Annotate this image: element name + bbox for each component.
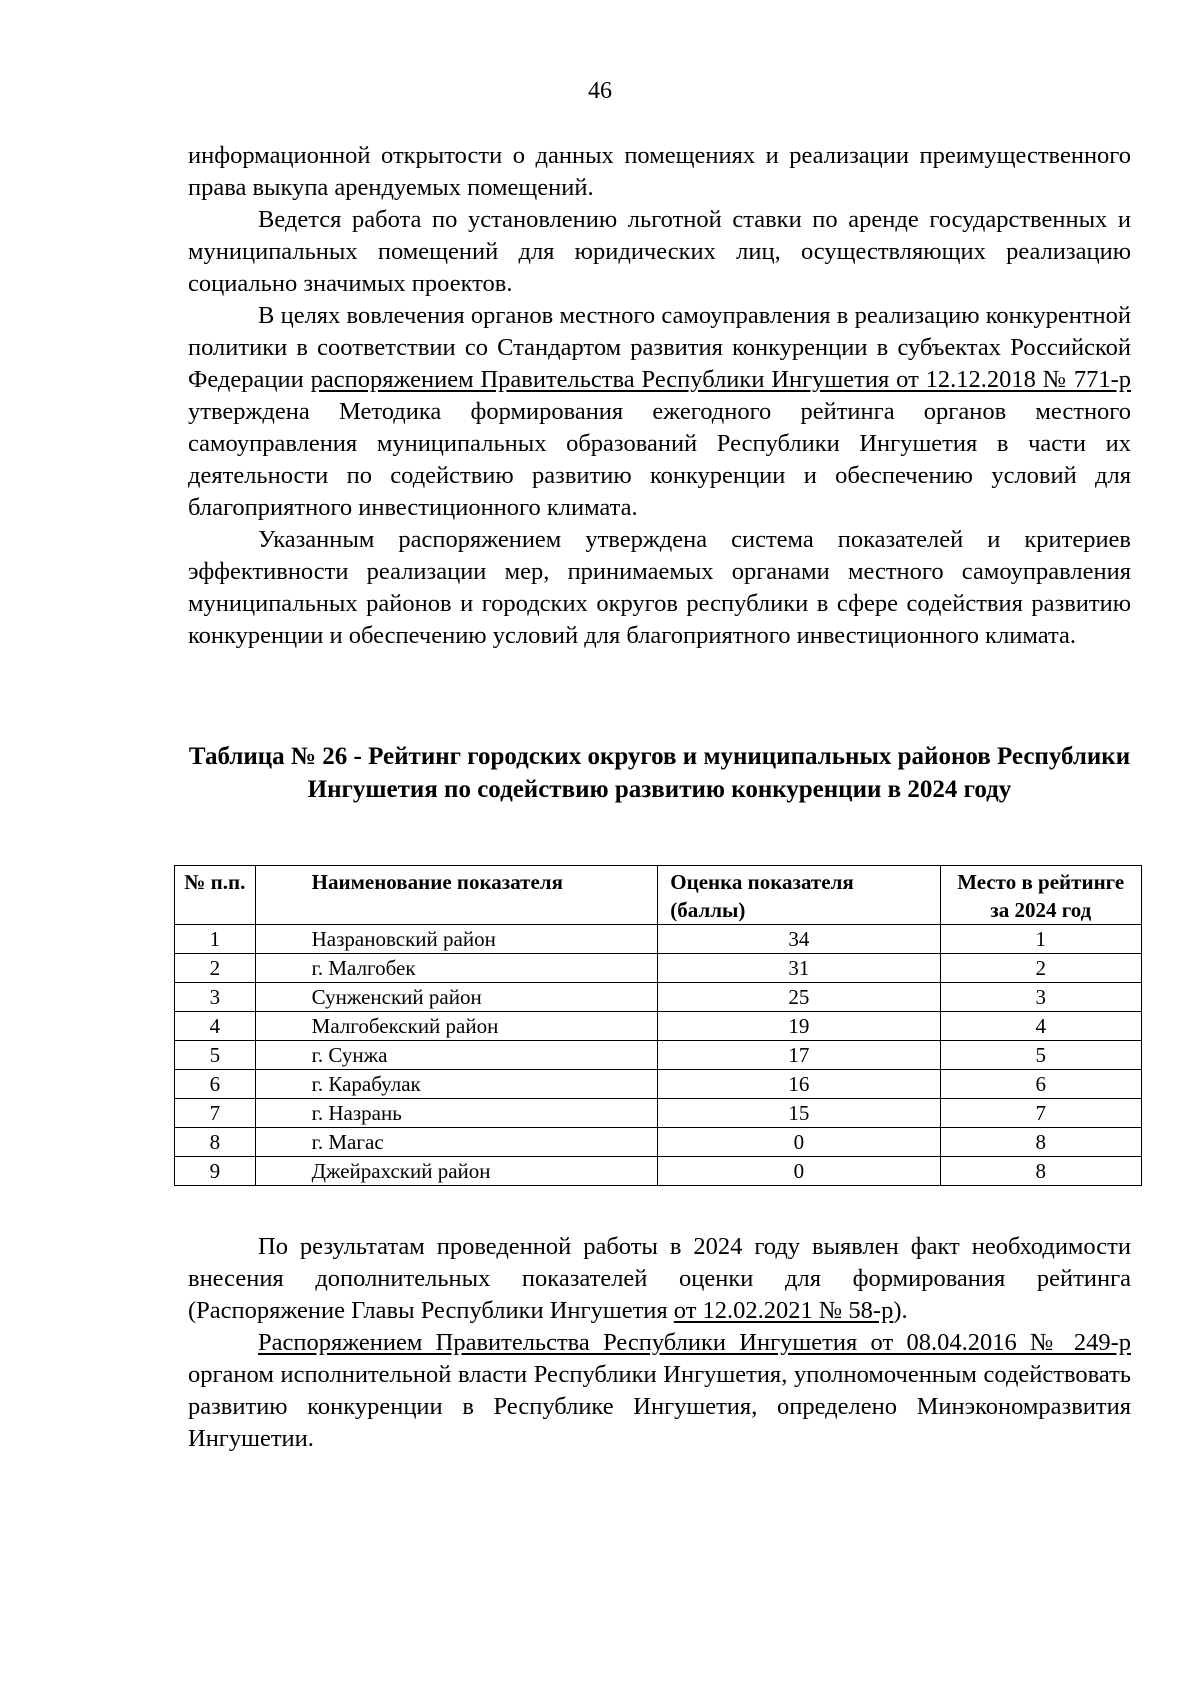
row-score: 19 — [658, 1012, 940, 1041]
row-number: 2 — [175, 954, 256, 983]
table-row — [175, 1012, 1142, 1041]
row-name: г. Карабулак — [255, 1070, 658, 1099]
row-number: 4 — [175, 1012, 256, 1041]
row-number: 1 — [175, 925, 256, 954]
row-score: 31 — [658, 954, 940, 983]
row-place: 4 — [940, 1012, 1142, 1041]
body-text-bottom — [188, 1231, 1131, 1455]
table-row — [175, 1157, 1142, 1186]
paragraph-5-text-before: По результатам проведенной работы в 2024 году выявлен факт необходимости внесения дополнительных показателей оценки для формирования рейтинга (Распоряжение Главы Республики Ингушетия — [188, 1233, 1131, 1324]
table-row — [175, 1099, 1142, 1128]
row-number: 5 — [175, 1041, 256, 1070]
row-place: 8 — [940, 1157, 1142, 1186]
row-name: Сунженский район — [255, 983, 658, 1012]
row-place: 5 — [940, 1041, 1142, 1070]
header-indicator-name: Наименование показателя — [255, 866, 658, 925]
row-score: 15 — [658, 1099, 940, 1128]
row-place: 3 — [940, 983, 1142, 1012]
row-place: 6 — [940, 1070, 1142, 1099]
body-text-top — [188, 140, 1131, 652]
header-score: Оценка показателя (баллы) — [658, 866, 940, 925]
page-number: 46 — [588, 78, 612, 104]
row-name: г. Сунжа — [255, 1041, 658, 1070]
row-name: г. Малгобек — [255, 954, 658, 983]
row-score: 34 — [658, 925, 940, 954]
decree-link-771[interactable]: распоряжением Правительства Республики Ингушетия от 12.12.2018 № 771-р — [310, 366, 1131, 393]
decree-link-249[interactable]: Распоряжением Правительства Республики Ингушетия от 08.04.2016 № 249-р — [258, 1329, 1131, 1356]
row-score: 25 — [658, 983, 940, 1012]
row-number: 7 — [175, 1099, 256, 1128]
table-row — [175, 954, 1142, 983]
table-row — [175, 925, 1142, 954]
paragraph-5-text-after: ). — [893, 1297, 908, 1324]
row-score: 16 — [658, 1070, 940, 1099]
header-number: № п.п. — [175, 866, 256, 925]
row-name: г. Магас — [255, 1128, 658, 1157]
paragraph-5 — [188, 1231, 1131, 1327]
paragraph-6 — [188, 1327, 1131, 1455]
row-number: 8 — [175, 1128, 256, 1157]
paragraph-4: Указанным распоряжением утверждена система показателей и критериев эффективности реализации мер, принимаемых органами местного самоуправления муниципальных районов и городских округов республики в сфере содействия развитию конкуренции и обеспечению условий для благоприятного инвестиционного климата. — [188, 526, 1131, 649]
paragraph-3-text-before: В целях вовлечения органов местного самоуправления в реализацию конкурентной политики в соответствии со Стандартом развития конкуренции в субъектах Российской Федерации — [188, 302, 1131, 393]
row-number: 3 — [175, 983, 256, 1012]
table-title: Таблица № 26 - Рейтинг городских округов и муниципальных районов Республики Ингушетия по содействию развитию конкуренции в 2024 году — [188, 743, 1131, 803]
row-score: 17 — [658, 1041, 940, 1070]
table-row — [175, 1041, 1142, 1070]
row-number: 6 — [175, 1070, 256, 1099]
row-place: 2 — [940, 954, 1142, 983]
paragraph-1: информационной открытости о данных помещениях и реализации преимущественного права выкупа арендуемых помещений. — [188, 142, 1131, 201]
row-name: г. Назрань — [255, 1099, 658, 1128]
paragraph-3-text-after: утверждена Методика формирования ежегодного рейтинга органов местного самоуправления муниципальных образований Республики Ингушетия в части их деятельности по содействию развитию конкуренции и обеспечению условий для благоприятного инвестиционного климата. — [188, 398, 1131, 521]
paragraph-6-text-after: органом исполнительной власти Республики Ингушетия, уполномоченным содействовать развитию конкуренции в Республике Ингушетия, определено Минэкономразвития Ингушетии. — [188, 1361, 1131, 1452]
row-place: 7 — [940, 1099, 1142, 1128]
row-place: 8 — [940, 1128, 1142, 1157]
paragraph-2: Ведется работа по установлению льготной ставки по аренде государственных и муниципальных помещений для юридических лиц, осуществляющих реализацию социально значимых проектов. — [188, 206, 1131, 297]
table-header-row — [175, 866, 1142, 925]
table-row — [175, 1128, 1142, 1157]
rating-table — [174, 865, 1142, 1186]
table-row — [175, 1070, 1142, 1099]
row-name: Назрановский район — [255, 925, 658, 954]
row-name: Малгобекский район — [255, 1012, 658, 1041]
row-number: 9 — [175, 1157, 256, 1186]
row-name: Джейрахский район — [255, 1157, 658, 1186]
header-place: Место в рейтинге за 2024 год — [940, 866, 1142, 925]
decree-link-58[interactable]: от 12.02.2021 № 58-р — [673, 1297, 894, 1324]
row-place: 1 — [940, 925, 1142, 954]
row-score: 0 — [658, 1128, 940, 1157]
table-row — [175, 983, 1142, 1012]
paragraph-3 — [188, 300, 1131, 524]
row-score: 0 — [658, 1157, 940, 1186]
